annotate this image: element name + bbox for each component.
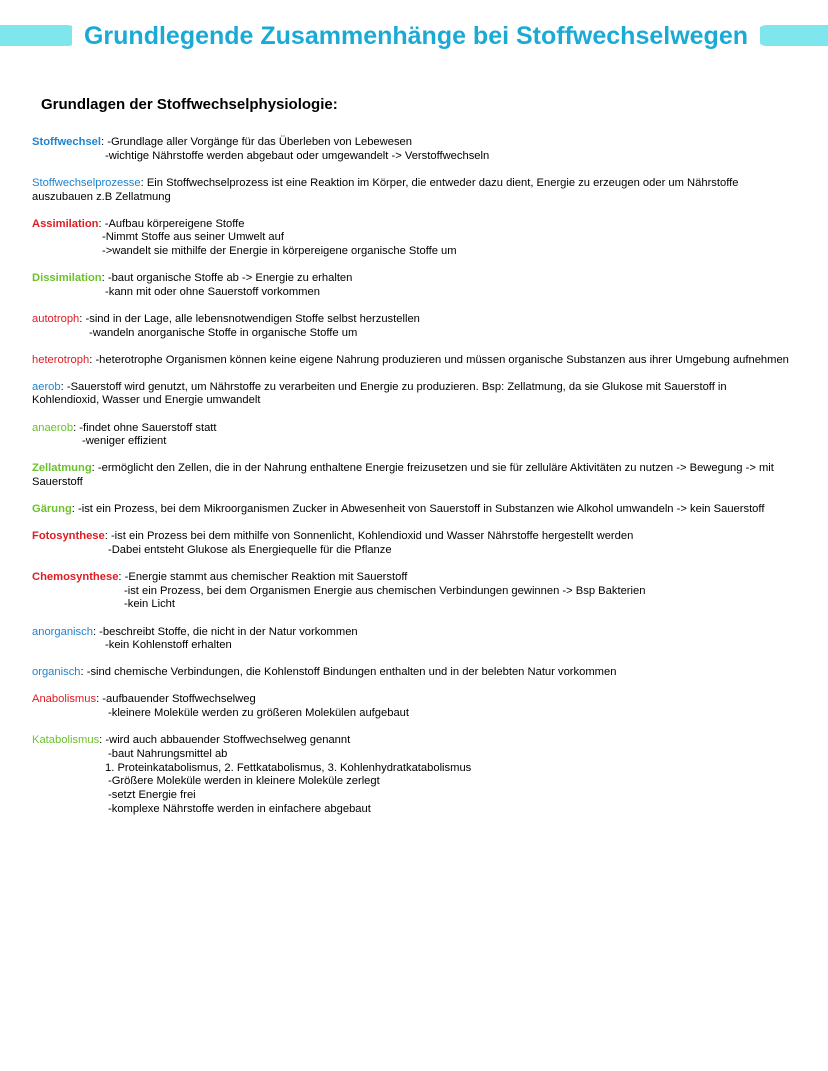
entry-dissimilation (32, 272, 792, 299)
definition-line: -komplexe Nährstoffe werden in einfachere abgebaut (108, 802, 371, 815)
definition-line: : -Energie stammt aus chemischer Reaktion mit Sauerstoff (118, 571, 408, 584)
title-banner (0, 24, 828, 48)
definition-line: -Dabei entsteht Glukose als Energiequelle für die Pflanze (108, 543, 392, 556)
entry-anabolismus (32, 693, 792, 720)
entry-heterotroph (32, 354, 792, 368)
definition-line: -wandeln anorganische Stoffe in organische Stoffe um (89, 326, 358, 339)
definition-line: -kleinere Moleküle werden zu größeren Molekülen aufgebaut (108, 707, 409, 720)
term-assimilation: Assimilation (32, 217, 99, 230)
definition-line: -baut Nahrungsmittel ab (108, 747, 228, 760)
term-katabolismus: Katabolismus (32, 734, 100, 747)
term-gaerung: Gärung (32, 503, 72, 516)
term-aerob: aerob (32, 380, 61, 393)
term-dissimilation: Dissimilation (32, 272, 102, 285)
definition-line: -ist ein Prozess, bei dem Organismen Energie aus chemischen Verbindungen gewinnen -> Bsp Bakterien (124, 584, 646, 597)
definition-line: : -beschreibt Stoffe, die nicht in der Natur vorkommen (92, 625, 358, 638)
entry-aerob (32, 381, 792, 408)
entry-assimilation (32, 218, 792, 259)
entry-katabolismus (32, 734, 792, 816)
section-heading: Grundlagen der Stoffwechselphysiologie: (41, 96, 338, 113)
definition-line: 1. Proteinkatabolismus, 2. Fettkatabolismus, 3. Kohlenhydratkatabolismus (105, 761, 472, 774)
definition-line: : -sind chemische Verbindungen, die Kohlenstoff Bindungen enthalten und in der belebten Natur vorkommen (80, 666, 617, 679)
page-title: Grundlegende Zusammenhänge bei Stoffwechselwegen (72, 20, 760, 52)
definition-line: : -ist ein Prozess bei dem mithilfe von Sonnenlicht, Kohlendioxid und Wasser Nährstoffe hergestellt werden (104, 530, 634, 543)
definition-line: -wichtige Nährstoffe werden abgebaut oder umgewandelt -> Verstoffwechseln (105, 149, 490, 162)
definition-line: : -sind in der Lage, alle lebensnotwendigen Stoffe selbst herzustellen (79, 312, 420, 325)
definition-line: ->wandelt sie mithilfe der Energie in körpereigene organische Stoffe um (102, 245, 457, 257)
definition-line: : -Sauerstoff wird genutzt, um Nährstoffe zu verarbeiten und Energie zu produzieren. Bsp: Zellatmung, da sie Glukose mit Sauerstoff in Kohlendioxid, Wasser und Energie umwandelt (32, 380, 727, 407)
definition-line: -kann mit oder ohne Sauerstoff vorkommen (105, 285, 320, 298)
definition-line: : -Aufbau körpereigene Stoffe (98, 217, 245, 230)
term-anabolismus: Anabolismus (32, 693, 97, 706)
term-fotosynthese: Fotosynthese (32, 530, 105, 543)
definition-line: : -ist ein Prozess, bei dem Mikroorganismen Zucker in Abwesenheit von Sauerstoff in Substanzen wie Alkohol umwandeln -> kein Sauerstoff (71, 503, 765, 516)
title-bar-right-decoration (756, 25, 828, 46)
definition-line: -setzt Energie frei (108, 789, 196, 802)
entry-organisch (32, 666, 792, 680)
entry-anorganisch (32, 626, 792, 653)
term-stoffwechselprozesse: Stoffwechselprozesse (32, 176, 141, 189)
entry-stoffwechselprozesse (32, 177, 792, 204)
definitions-list (32, 136, 792, 830)
definition-line: : -Grundlage aller Vorgänge für das Überleben von Lebewesen (101, 136, 412, 148)
definition-line: : Ein Stoffwechselprozess ist eine Reaktion im Körper, die entweder dazu dient, Energie zu erzeugen oder um Nährstoffe auszubauen z.B Zellatmung (32, 176, 739, 203)
term-zellatmung: Zellatmung (32, 462, 92, 475)
term-autotroph: autotroph (32, 312, 80, 325)
term-anorganisch: anorganisch (32, 625, 93, 638)
definition-line: -weniger effizient (82, 435, 167, 448)
entry-gaerung (32, 503, 792, 517)
definition-line: -kein Licht (124, 598, 175, 611)
entry-chemosynthese (32, 571, 792, 612)
definition-line: -Größere Moleküle werden in kleinere Moleküle zerlegt (108, 775, 380, 788)
entry-stoffwechsel (32, 136, 792, 163)
term-stoffwechsel: Stoffwechsel (32, 136, 102, 148)
definition-line: : -aufbauender Stoffwechselweg (96, 693, 256, 706)
entry-autotroph (32, 313, 792, 340)
entry-fotosynthese (32, 530, 792, 557)
definition-line: : -wird auch abbauender Stoffwechselweg genannt (99, 734, 351, 747)
definition-line: : -ermöglicht den Zellen, die in der Nahrung enthaltene Energie freizusetzen und sie für zelluläre Aktivitäten zu nutzen -> Bewegung -> mit Sauerstoff (32, 462, 774, 489)
definition-line: -Nimmt Stoffe aus seiner Umwelt auf (102, 231, 284, 244)
definition-line: : -baut organische Stoffe ab -> Energie zu erhalten (101, 272, 353, 285)
definition-line: : -findet ohne Sauerstoff statt (73, 421, 217, 434)
title-bar-left-decoration (0, 25, 78, 46)
entry-zellatmung (32, 462, 792, 489)
term-heterotroph: heterotroph (32, 353, 90, 366)
entry-anaerob (32, 422, 792, 449)
definition-line: : -heterotrophe Organismen können keine eigene Nahrung produzieren und müssen organische Substanzen aus ihrer Umgebung aufnehmen (89, 353, 789, 366)
term-chemosynthese: Chemosynthese (32, 571, 119, 584)
term-anaerob: anaerob (32, 421, 74, 434)
term-organisch: organisch (32, 666, 81, 679)
definition-line: -kein Kohlenstoff erhalten (105, 639, 232, 652)
